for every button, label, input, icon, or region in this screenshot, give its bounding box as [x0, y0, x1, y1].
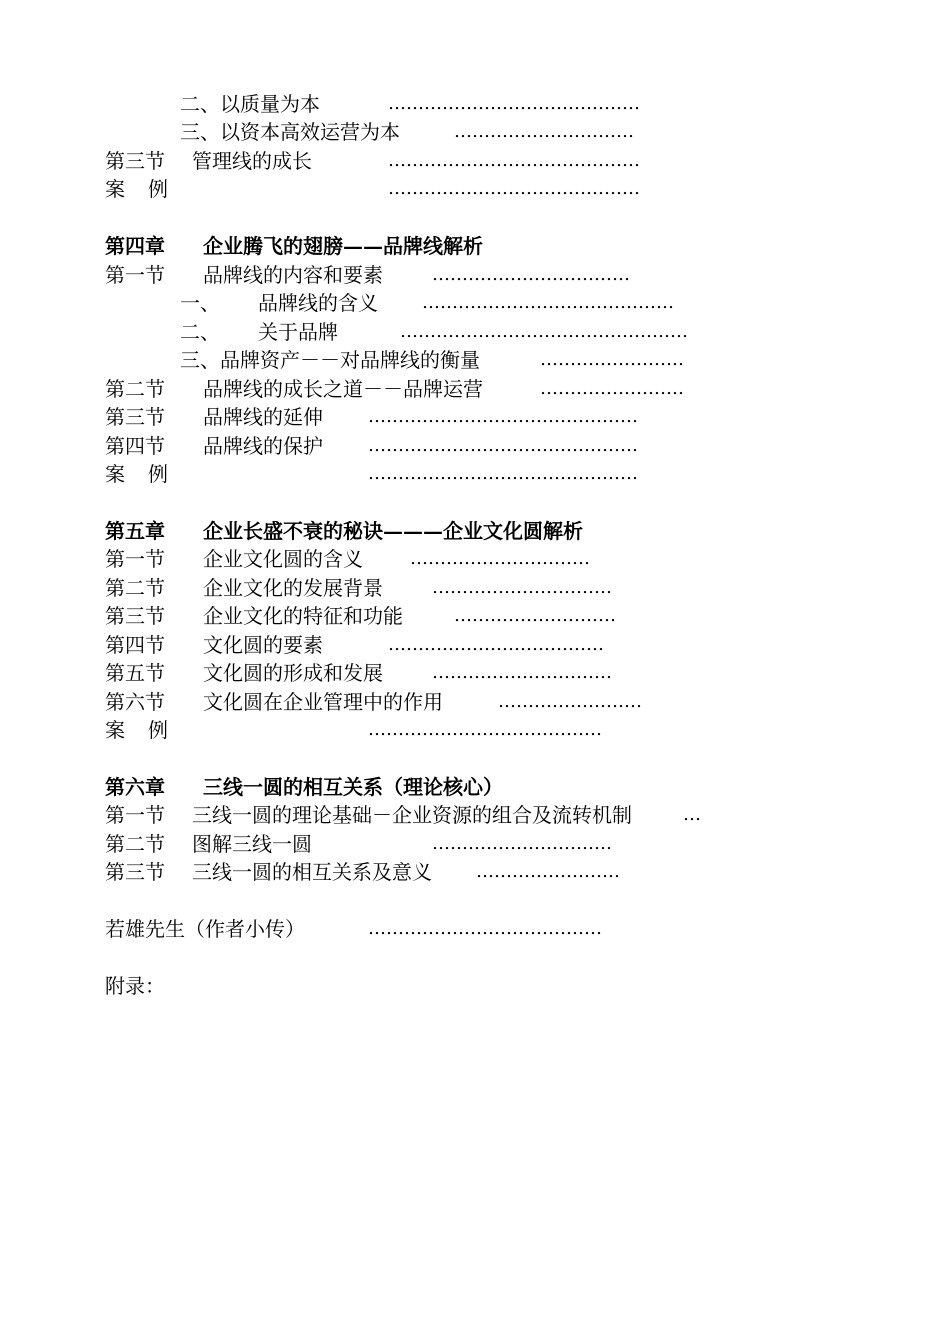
- toc-text: 品牌线的内容和要素: [203, 263, 383, 287]
- toc-text: 三、以资本高效运营为本: [180, 120, 400, 144]
- toc-entry: [0, 289, 950, 317]
- toc-text: 一、: [180, 291, 220, 315]
- toc-text: 文化圆的形成和发展: [203, 661, 383, 685]
- leader-dots: ……………………………………: [422, 292, 674, 313]
- leader-dots: ………………………………………: [368, 435, 638, 456]
- toc-entry: [0, 90, 950, 118]
- leader-dots: …………………………………………: [400, 321, 688, 342]
- toc-entry: [0, 261, 950, 289]
- toc-text: 第六章: [105, 775, 165, 799]
- toc-text: 二、以质量为本: [180, 92, 320, 116]
- toc-text: 第四节: [105, 434, 165, 458]
- toc-entry: [0, 602, 950, 630]
- toc-entry: [0, 830, 950, 858]
- toc-entry: [0, 972, 950, 1000]
- toc-text: 案: [105, 718, 125, 742]
- toc-text: 文化圆在企业管理中的作用: [203, 690, 443, 714]
- toc-text: 第一节: [105, 547, 165, 571]
- toc-text: 第一节: [105, 803, 165, 827]
- toc-text: 第六节: [105, 690, 165, 714]
- toc-entry: [0, 915, 950, 943]
- toc-text: 图解三线一圆: [192, 832, 312, 856]
- toc-entry: [0, 659, 950, 687]
- leader-dots: ………………………: [454, 605, 616, 626]
- leader-dots: ………………………………………: [368, 406, 638, 427]
- leader-dots: …………………………………: [368, 918, 602, 939]
- leader-dots: …………………………: [410, 548, 590, 569]
- toc-text: 第二节: [105, 832, 165, 856]
- leader-dots: ……………………: [540, 349, 684, 370]
- toc-entry: [0, 147, 950, 175]
- leader-dots: …………………………: [432, 577, 612, 598]
- leader-dots: …………………………: [454, 121, 634, 142]
- toc-text: 例: [148, 462, 168, 486]
- toc-text: 第三节: [105, 405, 165, 429]
- leader-dots: ……………………: [498, 691, 642, 712]
- toc-text: 文化圆的要素: [203, 633, 323, 657]
- toc-text: 管理线的成长: [192, 149, 312, 173]
- chapter-heading: [0, 517, 950, 545]
- toc-text: 品牌线的含义: [258, 291, 378, 315]
- leader-dots: …: [683, 804, 701, 825]
- toc-text: 二、: [180, 320, 220, 344]
- leader-dots: …………………………………: [368, 719, 602, 740]
- toc-text: 例: [148, 718, 168, 742]
- toc-text: 第一节: [105, 263, 165, 287]
- toc-text: 三线一圆的相互关系（理论核心）: [203, 775, 503, 799]
- toc-entry: [0, 118, 950, 146]
- toc-entry: [0, 574, 950, 602]
- toc-text: 企业腾飞的翅膀——品牌线解析: [203, 234, 483, 258]
- toc-entry: [0, 318, 950, 346]
- leader-dots: …………………………: [432, 662, 612, 683]
- leader-dots: ……………………………………: [388, 93, 640, 114]
- leader-dots: ……………………: [540, 378, 684, 399]
- leader-dots: …………………………: [432, 833, 612, 854]
- toc-entry: [0, 716, 950, 744]
- toc-text: 若雄先生（作者小传）: [105, 917, 305, 941]
- chapter-heading: [0, 773, 950, 801]
- toc-text: 企业文化圆的含义: [203, 547, 363, 571]
- toc-text: 案: [105, 462, 125, 486]
- toc-text: 第四章: [105, 234, 165, 258]
- toc-text: 第三节: [105, 604, 165, 628]
- toc-text: 企业文化的发展背景: [203, 576, 383, 600]
- toc-entry: [0, 175, 950, 203]
- toc-text: 品牌线的保护: [203, 434, 323, 458]
- toc-text: 案: [105, 177, 125, 201]
- toc-text: 第二节: [105, 576, 165, 600]
- chapter-heading: [0, 232, 950, 260]
- toc-text: 企业文化的特征和功能: [203, 604, 403, 628]
- toc-entry: [0, 403, 950, 431]
- toc-entry: [0, 688, 950, 716]
- toc-text: 品牌线的成长之道－－品牌运营: [203, 377, 483, 401]
- leader-dots: ……………………………: [432, 264, 630, 285]
- toc-text: 三线一圆的理论基础－企业资源的组合及流转机制: [192, 803, 632, 827]
- leader-dots: ………………………………: [388, 634, 604, 655]
- toc-text: 第三节: [105, 860, 165, 884]
- toc-text: 第五节: [105, 661, 165, 685]
- toc-text: 第二节: [105, 377, 165, 401]
- toc-text: 企业长盛不衰的秘诀———企业文化圆解析: [203, 519, 583, 543]
- toc-text: 三线一圆的相互关系及意义: [192, 860, 432, 884]
- toc-text: 第五章: [105, 519, 165, 543]
- leader-dots: ……………………………………: [388, 150, 640, 171]
- toc-text: 三、品牌资产－－对品牌线的衡量: [180, 348, 480, 372]
- toc-entry: [0, 346, 950, 374]
- toc-text: 例: [148, 177, 168, 201]
- leader-dots: ………………………………………: [368, 463, 638, 484]
- toc-entry: [0, 858, 950, 886]
- toc-text: 第四节: [105, 633, 165, 657]
- toc-entry: [0, 460, 950, 488]
- leader-dots: ……………………: [476, 861, 620, 882]
- toc-entry: [0, 432, 950, 460]
- toc-entry: [0, 545, 950, 573]
- toc-entry: [0, 375, 950, 403]
- toc-text: 附录：: [105, 974, 165, 998]
- toc-text: 第三节: [105, 149, 165, 173]
- leader-dots: ……………………………………: [388, 178, 640, 199]
- toc-entry: [0, 801, 950, 829]
- toc-text: 关于品牌: [258, 320, 338, 344]
- toc-text: 品牌线的延伸: [203, 405, 323, 429]
- toc-entry: [0, 631, 950, 659]
